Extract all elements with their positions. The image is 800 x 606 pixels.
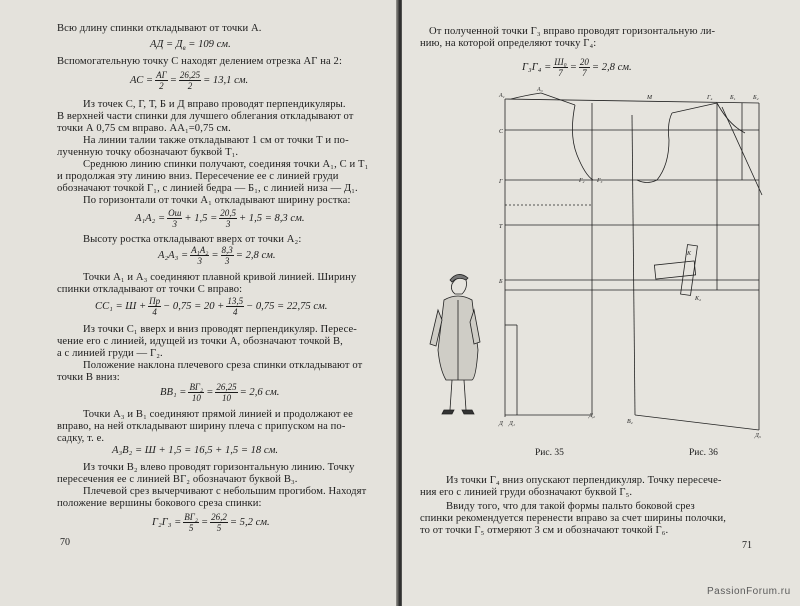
text-line: Ввиду того, что для такой формы пальто боковой срез <box>446 501 695 512</box>
svg-text:Б₂: Б₂ <box>753 95 759 101</box>
svg-text:К: К <box>687 251 691 257</box>
equation-a1a2: А₁А₂ = $\frac{Ош}{3}$ + 1,5 = $\frac{20,5}{3}$ + 1,5 = 8,3 см. <box>135 208 305 229</box>
svg-text:В₂: В₂ <box>627 419 633 425</box>
text-line: спинки откладывают от точки С вправо: <box>57 284 243 295</box>
text-line: положение вершины бокового среза спинки: <box>57 498 262 509</box>
page-number: 70 <box>60 537 70 548</box>
man-in-coat-illustration <box>422 270 492 420</box>
svg-text:Д₅: Д₅ <box>755 433 761 439</box>
text-line: Точки А₁ и А₃ соединяют плавной кривой линией. Ширину <box>83 272 357 283</box>
svg-text:Г₄: Г₄ <box>707 95 713 101</box>
watermark: PassionForum.ru <box>707 586 791 597</box>
svg-text:Д₂: Д₂ <box>589 413 595 419</box>
svg-text:Д₁: Д₁ <box>509 421 515 427</box>
text-line: нию, на которой определяют точку Г₄: <box>420 38 597 49</box>
pattern-draft-diagram <box>497 85 777 445</box>
equation-a2a3: А₂А₃ = $\frac{\text{А₁А₂}}{3}$ = $\frac{8,3}{3}$ = 2,8 см. <box>158 245 276 266</box>
svg-text:Б: Б <box>499 279 503 285</box>
text-line: и продолжая эту линию вниз. Пересечение ее с линией груди <box>57 171 339 182</box>
text-line: лученную точку обозначают буквой Т₁. <box>57 147 239 158</box>
svg-text:А₃: А₃ <box>537 87 543 93</box>
equation-cc1: СС₁ = Ш + $\frac{Пр}{4}$ − 0,75 = 20 + $\frac{13,5}{4}$ − 0,75 = 22,75 см. <box>95 296 328 317</box>
text-line: пересечения ее с линией ВГ₂ обозначают буквой В₃. <box>57 474 298 485</box>
left-page <box>0 0 398 606</box>
text-line: В верхней части спинки для лучшего облегания откладывают от <box>57 111 354 122</box>
equation-g2g3: Г₂Г₃ = $\frac{\text{ВГ₂}}{5}$ = $\frac{26,2}{5}$ = 5,2 см. <box>152 512 270 533</box>
text-line: а с линией груди — Г₂. <box>57 348 163 359</box>
text-line: Точки А₃ и В₁ соединяют прямой линией и продолжают ее <box>83 409 353 420</box>
equation-ac: АС = $\frac{АГ}{2}$ = $\frac{26,25}{2}$ = 13,1 см. <box>130 70 249 91</box>
equation-ad: АД = $Д_в = 109$ см. <box>150 39 231 53</box>
text-line: садку, т. е. <box>57 433 105 444</box>
text-line: От полученной точки Г₃ вправо проводят горизонтальную ли- <box>429 26 716 37</box>
text-line: Плечевой срез вычерчивают с небольшим прогибом. Находят <box>83 486 367 497</box>
text-line: обозначают точкой Г₁, с линией бедра — Б₁, с линией низа — Д₁. <box>57 183 358 194</box>
text-line: Всю длину спинки откладывают от точки А. <box>57 23 262 34</box>
equation-a3b2: А₃В₂ = Ш + 1,5 = 16,5 + 1,5 = 18 см. <box>112 445 278 456</box>
text-line: Положение наклона плечевого среза спинки откладывают от <box>83 360 363 371</box>
text-line: точки В вниз: <box>57 372 120 383</box>
svg-text:Г₂: Г₂ <box>579 178 585 184</box>
svg-text:М: М <box>647 95 652 101</box>
svg-text:Г₃: Г₃ <box>597 178 603 184</box>
text-line: На линии талии также откладывают 1 см от точки Т и по- <box>83 135 349 146</box>
svg-text:Д: Д <box>499 421 503 427</box>
text-line: то от точки Г₅ отмеряют 3 см и обозначают точкой Г₆. <box>420 525 669 536</box>
text-line: чение его с линией, идущей из точки А, обозначают точкой В, <box>57 336 343 347</box>
text-line: По горизонтали от точки А₁ откладывают ширину ростка: <box>83 195 351 206</box>
svg-text:К₂: К₂ <box>695 296 702 302</box>
text-line: точки А 0,75 см вправо. АА₁=0,75 см. <box>57 123 231 134</box>
page-number: 71 <box>742 540 752 551</box>
svg-text:Т: Т <box>499 224 503 230</box>
text-line: Из точки Г₄ вниз опускают перпендикуляр. Точку пересече- <box>446 475 722 486</box>
right-page <box>402 0 800 606</box>
svg-text:С: С <box>499 129 504 135</box>
figure-caption: Рис. 36 <box>689 448 718 458</box>
text-line: Из точки В₂ влево проводят горизонтальную линию. Точку <box>83 462 355 473</box>
equation-g3g4: Г₃Г₄ = $\frac{\text{Ш₀}}{7}$ = $\frac{20}{7}$ = 2,8 см. <box>522 57 632 78</box>
text-line: ния его с линией груди обозначают буквой Г₅. <box>420 487 633 498</box>
equation-bb1: ВВ₁ = $\frac{\text{ВГ₂}}{10}$ = $\frac{26,25}{10}$ = 2,6 см. <box>160 382 280 403</box>
figure-caption: Рис. 35 <box>535 448 564 458</box>
svg-text:Г: Г <box>499 179 503 185</box>
text-line: Из точек С, Г, Т, Б и Д вправо проводят перпендикуляры. <box>83 99 346 110</box>
text-line: Высоту ростка откладывают вверх от точки А₂: <box>83 234 302 245</box>
svg-text:А₁: А₁ <box>499 93 505 99</box>
text-line: Вспомогательную точку С находят делением отрезка АГ на 2: <box>57 56 342 67</box>
text-line: Из точки С₁ вверх и вниз проводят перпендикуляр. Пересе- <box>83 324 357 335</box>
svg-text:Б₁: Б₁ <box>730 95 736 101</box>
text-line: спинки рекомендуется перенести вправо за счет ширины полочки, <box>420 513 726 524</box>
text-line: вправо, на ней откладывают ширину плеча с припуском на по- <box>57 421 346 432</box>
text-line: Среднюю линию спинки получают, соединяя точки А₁, С и Т₁ <box>83 159 369 170</box>
